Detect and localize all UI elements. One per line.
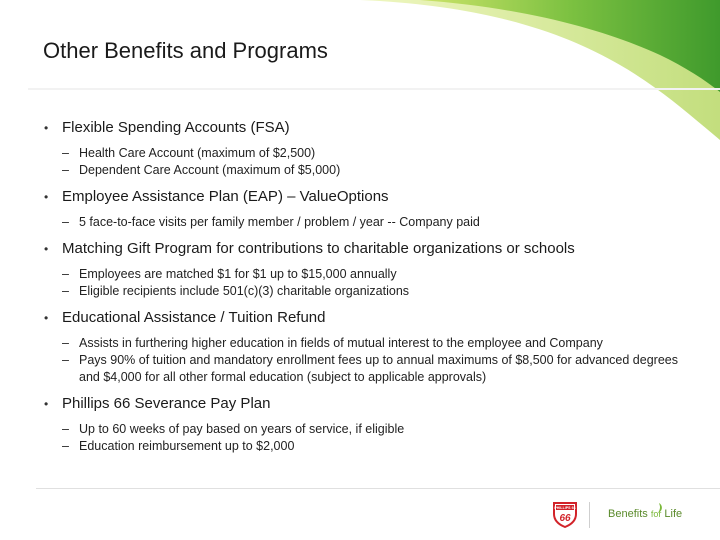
sub-item bbox=[28, 145, 688, 162]
sub-item-text: Employees are matched $1 for $1 up to $15,000 annually bbox=[79, 267, 397, 281]
dash-icon: – bbox=[62, 439, 69, 453]
dash-icon: – bbox=[62, 336, 69, 350]
sub-item bbox=[28, 283, 688, 300]
bullet-item bbox=[28, 187, 688, 207]
slide-title: Other Benefits and Programs bbox=[43, 38, 328, 63]
sub-item bbox=[28, 421, 688, 438]
dash-icon: – bbox=[62, 284, 69, 298]
dash-icon: – bbox=[62, 353, 69, 367]
bullet-item-text: Matching Gift Program for contributions to charitable organizations or schools bbox=[62, 240, 575, 257]
sub-item bbox=[28, 214, 688, 231]
sub-item-text: Eligible recipients include 501(c)(3) charitable organizations bbox=[79, 284, 410, 298]
bullet-dot-icon: • bbox=[44, 190, 49, 204]
bullet-dot-icon: • bbox=[44, 242, 49, 256]
bullet-item-text: Flexible Spending Accounts (FSA) bbox=[62, 119, 290, 136]
title-divider bbox=[28, 88, 720, 90]
benefits-word: Benefits bbox=[608, 508, 648, 520]
sub-item-text: Pays 90% of tuition and mandatory enrollment fees up to annual maximums of $8,500 for advanced degrees and $4,000 for all other formal education (subject to applicable approvals) bbox=[79, 353, 678, 384]
sub-item-text: Assists in furthering higher education in fields of mutual interest to the employee and Company bbox=[79, 336, 603, 350]
dash-icon: – bbox=[62, 267, 69, 281]
footer-divider bbox=[36, 488, 720, 489]
dash-icon: – bbox=[62, 215, 69, 229]
sub-item bbox=[28, 352, 688, 386]
bullet-item bbox=[28, 394, 688, 414]
sub-item bbox=[28, 266, 688, 283]
dash-icon: – bbox=[62, 146, 69, 160]
bullet-dot-icon: • bbox=[44, 121, 49, 135]
sub-item bbox=[28, 335, 688, 352]
bullet-dot-icon: • bbox=[44, 397, 49, 411]
phillips-66-shield-logo bbox=[552, 500, 578, 528]
life-word: Life bbox=[664, 508, 683, 520]
bullet-dot-icon: • bbox=[44, 311, 49, 325]
benefits-list bbox=[28, 118, 688, 463]
dash-icon: – bbox=[62, 422, 69, 436]
bullet-item bbox=[28, 118, 688, 138]
bullet-item-text: Phillips 66 Severance Pay Plan bbox=[62, 395, 271, 412]
footer-logo-divider bbox=[589, 502, 590, 528]
sub-item-text: 5 face-to-face visits per family member / problem / year -- Company paid bbox=[79, 215, 480, 229]
bullet-item bbox=[28, 308, 688, 328]
sub-item bbox=[28, 438, 688, 455]
for-word: for bbox=[650, 509, 662, 519]
logo-number-text: 66 bbox=[559, 513, 571, 524]
bullet-item bbox=[28, 239, 688, 259]
sub-item bbox=[28, 162, 688, 179]
dash-icon: – bbox=[62, 163, 69, 177]
logo-brand-text: PHILLIPS 66 bbox=[554, 506, 576, 511]
sub-item-text: Dependent Care Account (maximum of $5,000) bbox=[79, 163, 341, 177]
sub-item-text: Health Care Account (maximum of $2,500) bbox=[79, 146, 316, 160]
sub-item-text: Education reimbursement up to $2,000 bbox=[79, 439, 295, 453]
bullet-item-text: Employee Assistance Plan (EAP) – ValueOptions bbox=[62, 188, 389, 205]
bullet-item-text: Educational Assistance / Tuition Refund bbox=[62, 309, 326, 326]
benefits-for-life-text bbox=[608, 508, 682, 520]
sub-item-text: Up to 60 weeks of pay based on years of service, if eligible bbox=[79, 422, 405, 436]
